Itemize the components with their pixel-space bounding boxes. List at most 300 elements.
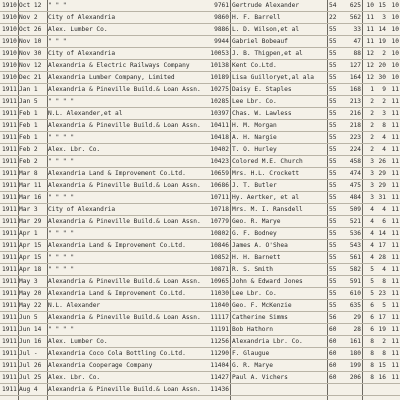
grantee-cell: A. H. Nargie: [232, 134, 277, 141]
record-number-cell: 10711: [210, 194, 229, 201]
record-number-cell: 10718: [210, 206, 229, 213]
index-c-cell: 11: [391, 170, 399, 177]
grantor-cell: " " " ": [48, 194, 75, 201]
page-cell: 591: [349, 278, 361, 285]
ledger-row: [0, 252, 400, 264]
page-cell: 536: [349, 230, 361, 237]
grantee-cell: Hy. Aertker, et al: [232, 194, 300, 201]
year-cell: 1911: [2, 302, 17, 309]
grantor-cell: Alexandria Land & Improvement Co.Ltd.: [48, 170, 186, 177]
record-number-cell: 11256: [210, 338, 229, 345]
grantor-cell: Alexandria Coco Cola Bottling Co.Ltd.: [48, 350, 186, 357]
index-a-cell: 8: [370, 350, 374, 357]
page-cell: 625: [349, 2, 361, 9]
index-b-cell: 4: [382, 266, 386, 273]
page-cell: 161: [349, 338, 361, 345]
grantee-cell: H. F. Barrell: [232, 14, 281, 21]
index-a-cell: 8: [370, 374, 374, 381]
year-cell: 1911: [2, 290, 17, 297]
index-c-cell: 11: [391, 110, 399, 117]
index-b-cell: 9: [382, 86, 386, 93]
grantor-cell: City of Alexandria: [48, 14, 116, 21]
year-cell: 1911: [2, 206, 17, 213]
index-a-cell: 6: [370, 314, 374, 321]
index-b-cell: 4: [382, 134, 386, 141]
date-cell: Feb 2: [19, 146, 38, 153]
date-cell: Mar 3: [19, 206, 38, 213]
grantor-cell: " " ": [48, 2, 67, 9]
grantee-cell: Paul A. Vichers: [232, 374, 288, 381]
index-b-cell: 31: [378, 194, 386, 201]
grantee-cell: J. B. Thigpen,et al: [232, 50, 303, 57]
index-a-cell: 11: [366, 38, 374, 45]
page-cell: 458: [349, 158, 361, 165]
record-number-cell: 10871: [210, 266, 229, 273]
record-number-cell: 10846: [210, 242, 229, 249]
index-c-cell: 10: [391, 38, 399, 45]
grantee-cell: Geo. R. Marye: [232, 218, 281, 225]
index-b-cell: 30: [378, 74, 386, 81]
year-cell: 1910: [2, 14, 17, 21]
book-cell: 60: [329, 374, 337, 381]
grantor-cell: Alexandria & Electric Railways Company: [48, 62, 190, 69]
index-a-cell: 3: [370, 170, 374, 177]
book-cell: 55: [329, 122, 337, 129]
index-b-cell: 2: [382, 338, 386, 345]
date-cell: Jun 5: [19, 314, 38, 321]
grantor-cell: City of Alexandria: [48, 206, 116, 213]
grantee-cell: Catherine Simms: [232, 314, 288, 321]
book-cell: 55: [329, 182, 337, 189]
year-cell: 1911: [2, 374, 17, 381]
date-cell: Apr 15: [19, 242, 42, 249]
record-number-cell: 10802: [210, 230, 229, 237]
ledger-row: [0, 108, 400, 120]
index-c-cell: 11: [391, 278, 399, 285]
page-cell: 216: [349, 110, 361, 117]
index-b-cell: 14: [378, 26, 386, 33]
book-cell: 55: [329, 62, 337, 69]
ledger-row: [0, 60, 400, 72]
grantor-cell: Alexandria Lumber Company, Limited: [48, 74, 175, 81]
date-cell: Oct 12: [19, 2, 42, 9]
index-a-cell: 11: [366, 26, 374, 33]
grantor-cell: Alexandria Cooperage Company: [48, 362, 153, 369]
index-a-cell: 10: [366, 2, 374, 9]
grantee-cell: Colored M.E. Church: [232, 158, 303, 165]
year-cell: 1911: [2, 254, 17, 261]
grantee-cell: L. D. Wilson,et al: [232, 26, 300, 33]
grantee-cell: Gertrude Alexander: [232, 2, 300, 9]
grantee-cell: G. F. Bodney: [232, 230, 277, 237]
date-cell: Nov 2: [19, 14, 38, 21]
index-c-cell: 10: [391, 50, 399, 57]
date-cell: Nov 10: [19, 38, 42, 45]
index-a-cell: 5: [370, 266, 374, 273]
grantee-cell: R. S. Smith: [232, 266, 273, 273]
index-a-cell: 8: [370, 362, 374, 369]
grantee-cell: H. M. Morgan: [232, 122, 277, 129]
index-b-cell: 4: [382, 146, 386, 153]
ledger-row: [0, 276, 400, 288]
year-cell: 1910: [2, 38, 17, 45]
page-cell: 47: [353, 38, 361, 45]
record-number-cell: 10397: [210, 110, 229, 117]
year-cell: 1911: [2, 362, 17, 369]
grantee-cell: Daisy E. Staples: [232, 86, 292, 93]
year-cell: 1911: [2, 194, 17, 201]
page-cell: 206: [349, 374, 361, 381]
page-cell: 29: [353, 314, 361, 321]
index-b-cell: 23: [378, 290, 386, 297]
index-b-cell: 17: [378, 242, 386, 249]
grantor-cell: Alexandria & Pineville Build.& Loan Assn.: [48, 386, 201, 393]
grantor-cell: " " ": [48, 38, 67, 45]
grantor-cell: City of Alexandria: [48, 50, 116, 57]
page-cell: 180: [349, 350, 361, 357]
book-cell: 55: [329, 86, 337, 93]
year-cell: 1911: [2, 266, 17, 273]
page-cell: 223: [349, 134, 361, 141]
page-cell: 199: [349, 362, 361, 369]
grantor-cell: Alexandria Land & Improvement Co.Ltd.: [48, 290, 186, 297]
index-b-cell: 2: [382, 98, 386, 105]
book-cell: 60: [329, 362, 337, 369]
date-cell: May 22: [19, 302, 42, 309]
grantee-cell: J. T. Butler: [232, 182, 277, 189]
record-number-cell: 11436: [210, 386, 229, 393]
index-c-cell: 10: [391, 14, 399, 21]
ledger-row: [0, 120, 400, 132]
date-cell: Feb 1: [19, 110, 38, 117]
grantee-cell: Mrs. H.L. Crockett: [232, 170, 300, 177]
index-c-cell: [389, 384, 399, 395]
grantor-cell: " " " ": [48, 230, 75, 237]
date-cell: Nov 30: [19, 50, 42, 57]
year-cell: 1911: [2, 278, 17, 285]
ledger-row: [0, 0, 400, 12]
record-number-cell: 10053: [210, 50, 229, 57]
year-cell: 1910: [2, 50, 17, 57]
record-number-cell: 11030: [210, 290, 229, 297]
date-cell: Mar 11: [19, 182, 42, 189]
index-b-cell: 26: [378, 158, 386, 165]
date-cell: Jul -: [19, 350, 38, 357]
record-number-cell: 9860: [214, 14, 229, 21]
grantee-cell: Kent Co.Ltd.: [232, 62, 277, 69]
index-a-cell: 6: [370, 302, 374, 309]
ledger-row: [0, 300, 400, 312]
record-number-cell: 11040: [210, 302, 229, 309]
index-c-cell: 11: [391, 134, 399, 141]
page-cell: 168: [349, 86, 361, 93]
ledger-row: [0, 312, 400, 324]
page-cell: 474: [349, 170, 361, 177]
ledger-row: [0, 96, 400, 108]
index-c-cell: 11: [391, 86, 399, 93]
record-number-cell: 10418: [210, 134, 229, 141]
book-cell: 55: [329, 158, 337, 165]
index-b-cell: 17: [378, 314, 386, 321]
page-cell: 562: [349, 14, 361, 21]
grantor-cell: " " " ": [48, 266, 75, 273]
year-cell: 1911: [2, 158, 17, 165]
index-b-cell: 14: [378, 230, 386, 237]
ledger-row: [0, 36, 400, 48]
book-cell: 55: [329, 242, 337, 249]
grantee-cell: Lee Lbr. Co.: [232, 98, 277, 105]
record-number-cell: 10189: [210, 74, 229, 81]
record-number-cell: 11404: [210, 362, 229, 369]
grantor-cell: Alexandria Land & Improvement Co.Ltd.: [48, 242, 186, 249]
year-cell: 1911: [2, 146, 17, 153]
grantee-cell: Lee Lbr. Co.: [232, 290, 277, 297]
grantor-cell: Alexandria & Pineville Build.& Loan Assn.: [48, 86, 201, 93]
index-c-cell: 11: [391, 350, 399, 357]
book-cell: 55: [329, 38, 337, 45]
index-a-cell: 2: [370, 98, 374, 105]
index-a-cell: 2: [370, 134, 374, 141]
ledger-row: [0, 168, 400, 180]
index-b-cell: [376, 384, 386, 395]
date-cell: Apr 15: [19, 254, 42, 261]
ledger-row: [0, 156, 400, 168]
index-a-cell: 3: [370, 158, 374, 165]
index-c-cell: 11: [391, 338, 399, 345]
year-cell: 1911: [2, 86, 17, 93]
grantor-cell: N.L. Alexander,et al: [48, 110, 123, 117]
book-cell: 55: [329, 302, 337, 309]
grantor-cell: " " " ": [48, 326, 75, 333]
index-b-cell: 3: [382, 14, 386, 21]
book-cell: [329, 384, 341, 395]
date-cell: Aug 4: [19, 386, 38, 393]
book-cell: 55: [329, 254, 337, 261]
year-cell: 1911: [2, 338, 17, 345]
page-cell: 164: [349, 74, 361, 81]
record-number-cell: 9761: [214, 2, 229, 9]
index-a-cell: 5: [370, 290, 374, 297]
year-cell: 1911: [2, 110, 17, 117]
index-a-cell: 2: [370, 146, 374, 153]
book-cell: 55: [329, 110, 337, 117]
ledger-row: [0, 192, 400, 204]
record-number-cell: 11191: [210, 326, 229, 333]
grantor-cell: Alex. Lbr. Co.: [48, 374, 101, 381]
grantee-cell: Lisa Guilloryet,al ala: [232, 74, 314, 81]
book-cell: 55: [329, 290, 337, 297]
date-cell: Jun 14: [19, 326, 42, 333]
page-cell: 475: [349, 182, 361, 189]
record-number-cell: 10411: [210, 122, 229, 129]
page-cell: 224: [349, 146, 361, 153]
book-cell: 55: [329, 278, 337, 285]
grantor-cell: Alexandria & Pineville Build.& Loan Assn.: [48, 182, 201, 189]
grantor-cell: Alexandria & Pineville Build.& Loan Assn.: [48, 122, 201, 129]
record-number-cell: 10285: [210, 98, 229, 105]
grantee-cell: Bob Hathorn: [232, 326, 273, 333]
index-c-cell: 10: [391, 2, 399, 9]
page-cell: 218: [349, 122, 361, 129]
grantee-cell: James A. O'Shea: [232, 242, 288, 249]
grantor-cell: " " " ": [48, 98, 75, 105]
index-b-cell: 29: [378, 170, 386, 177]
index-b-cell: 5: [382, 302, 386, 309]
index-a-cell: 4: [370, 218, 374, 225]
date-cell: Feb 1: [19, 134, 38, 141]
ledger-row: [0, 216, 400, 228]
ledger-row: [0, 372, 400, 384]
index-a-cell: 11: [366, 14, 374, 21]
ledger-row: [0, 324, 400, 336]
date-cell: May 20: [19, 290, 42, 297]
book-cell: 55: [329, 194, 337, 201]
ledger-row: [0, 348, 400, 360]
ledger-row: [0, 204, 400, 216]
page-cell: [342, 384, 361, 395]
page-cell: 213: [349, 98, 361, 105]
date-cell: Dec 21: [19, 74, 42, 81]
year-cell: 1911: [2, 134, 17, 141]
page-cell: 28: [353, 326, 361, 333]
book-cell: 55: [329, 266, 337, 273]
index-a-cell: 4: [370, 254, 374, 261]
year-cell: 1911: [2, 230, 17, 237]
page-cell: 88: [353, 50, 361, 57]
index-c-cell: 11: [391, 242, 399, 249]
date-cell: Oct 26: [19, 26, 42, 33]
year-cell: 1910: [2, 62, 17, 69]
date-cell: Mar 8: [19, 170, 38, 177]
book-cell: 55: [329, 230, 337, 237]
index-c-cell: 10: [391, 26, 399, 33]
index-a-cell: 6: [370, 326, 374, 333]
index-b-cell: 28: [378, 254, 386, 261]
date-cell: Jan 1: [19, 86, 38, 93]
year-cell: 1911: [2, 122, 17, 129]
index-c-cell: 11: [391, 266, 399, 273]
index-a-cell: 4: [370, 242, 374, 249]
year-cell: 1911: [2, 386, 17, 393]
record-number-cell: 9886: [214, 26, 229, 33]
record-number-cell: 10965: [210, 278, 229, 285]
ledger-row: [0, 132, 400, 144]
index-b-cell: 8: [382, 278, 386, 285]
index-b-cell: 19: [378, 326, 386, 333]
index-c-cell: 11: [391, 182, 399, 189]
year-cell: 1911: [2, 314, 17, 321]
ledger-row: [0, 228, 400, 240]
ledger-row: [0, 288, 400, 300]
date-cell: May 3: [19, 278, 38, 285]
ledger-row: [0, 24, 400, 36]
book-cell: 54: [329, 2, 337, 9]
date-cell: Jul 26: [19, 362, 42, 369]
record-number-cell: 10138: [210, 62, 229, 69]
grantor-cell: Alex. Lumber Co.: [48, 26, 108, 33]
page-cell: 521: [349, 218, 361, 225]
year-cell: 1911: [2, 182, 17, 189]
index-a-cell: 12: [366, 50, 374, 57]
index-c-cell: 11: [391, 290, 399, 297]
year-cell: 1911: [2, 242, 17, 249]
page-cell: 635: [349, 302, 361, 309]
year-cell: 1910: [2, 74, 17, 81]
grantor-cell: Alex. Lumber Co.: [48, 338, 108, 345]
grantor-cell: " " " ": [48, 254, 75, 261]
index-c-cell: 11: [391, 146, 399, 153]
record-number-cell: 10275: [210, 86, 229, 93]
book-cell: 55: [329, 98, 337, 105]
ledger-row: [0, 12, 400, 24]
book-cell: 55: [329, 74, 337, 81]
book-cell: 56: [329, 314, 337, 321]
book-cell: 55: [329, 50, 337, 57]
grantor-cell: " " " ": [48, 134, 75, 141]
date-cell: Mar 16: [19, 194, 42, 201]
ledger-row: [0, 144, 400, 156]
page-cell: 582: [349, 266, 361, 273]
grantor-cell: Alexandria & Pineville Build.& Loan Assn.: [48, 314, 201, 321]
grantee-cell: Alexandria Lbr. Co.: [232, 338, 303, 345]
year-cell: 1911: [2, 326, 17, 333]
book-cell: 60: [329, 338, 337, 345]
index-c-cell: 10: [391, 62, 399, 69]
page-cell: 543: [349, 242, 361, 249]
date-cell: Nov 12: [19, 62, 42, 69]
page-cell: 561: [349, 254, 361, 261]
ledger-row: [0, 48, 400, 60]
grantee-cell: John & Edward Jones: [232, 278, 303, 285]
date-cell: Apr 1: [19, 230, 38, 237]
grantee-cell: G. R. Marye: [232, 362, 273, 369]
date-cell: Jun 16: [19, 338, 42, 345]
page-cell: 509: [349, 206, 361, 213]
ledger-row: [0, 84, 400, 96]
book-cell: 55: [329, 26, 337, 33]
grantor-cell: Alexandria & Pineville Build.& Loan Assn.: [48, 218, 201, 225]
date-cell: Apr 18: [19, 266, 42, 273]
index-a-cell: 8: [370, 338, 374, 345]
record-number-cell: 10852: [210, 254, 229, 261]
record-number-cell: 10686: [210, 182, 229, 189]
index-b-cell: 8: [382, 122, 386, 129]
record-number-cell: 9944: [214, 38, 229, 45]
grantee-cell: H. H. Barnett: [232, 254, 281, 261]
ledger-row: [0, 72, 400, 84]
record-number-cell: 11427: [210, 374, 229, 381]
book-cell: 55: [329, 218, 337, 225]
index-c-cell: 11: [391, 326, 399, 333]
year-cell: 1911: [2, 98, 17, 105]
index-a-cell: [364, 384, 374, 395]
index-a-cell: 2: [370, 122, 374, 129]
book-cell: 22: [329, 14, 337, 21]
page-cell: 484: [349, 194, 361, 201]
year-cell: 1911: [2, 218, 17, 225]
year-cell: 1911: [2, 350, 17, 357]
index-a-cell: 12: [366, 74, 374, 81]
index-c-cell: 11: [391, 314, 399, 321]
grantee-cell: Geo. F. McKenzie: [232, 302, 292, 309]
index-c-cell: 11: [391, 194, 399, 201]
ledger-row: [0, 360, 400, 372]
record-number-cell: 11117: [210, 314, 229, 321]
index-c-cell: 11: [391, 362, 399, 369]
index-b-cell: 8: [382, 350, 386, 357]
index-c-cell: 11: [391, 206, 399, 213]
ledger-row: [0, 384, 400, 396]
